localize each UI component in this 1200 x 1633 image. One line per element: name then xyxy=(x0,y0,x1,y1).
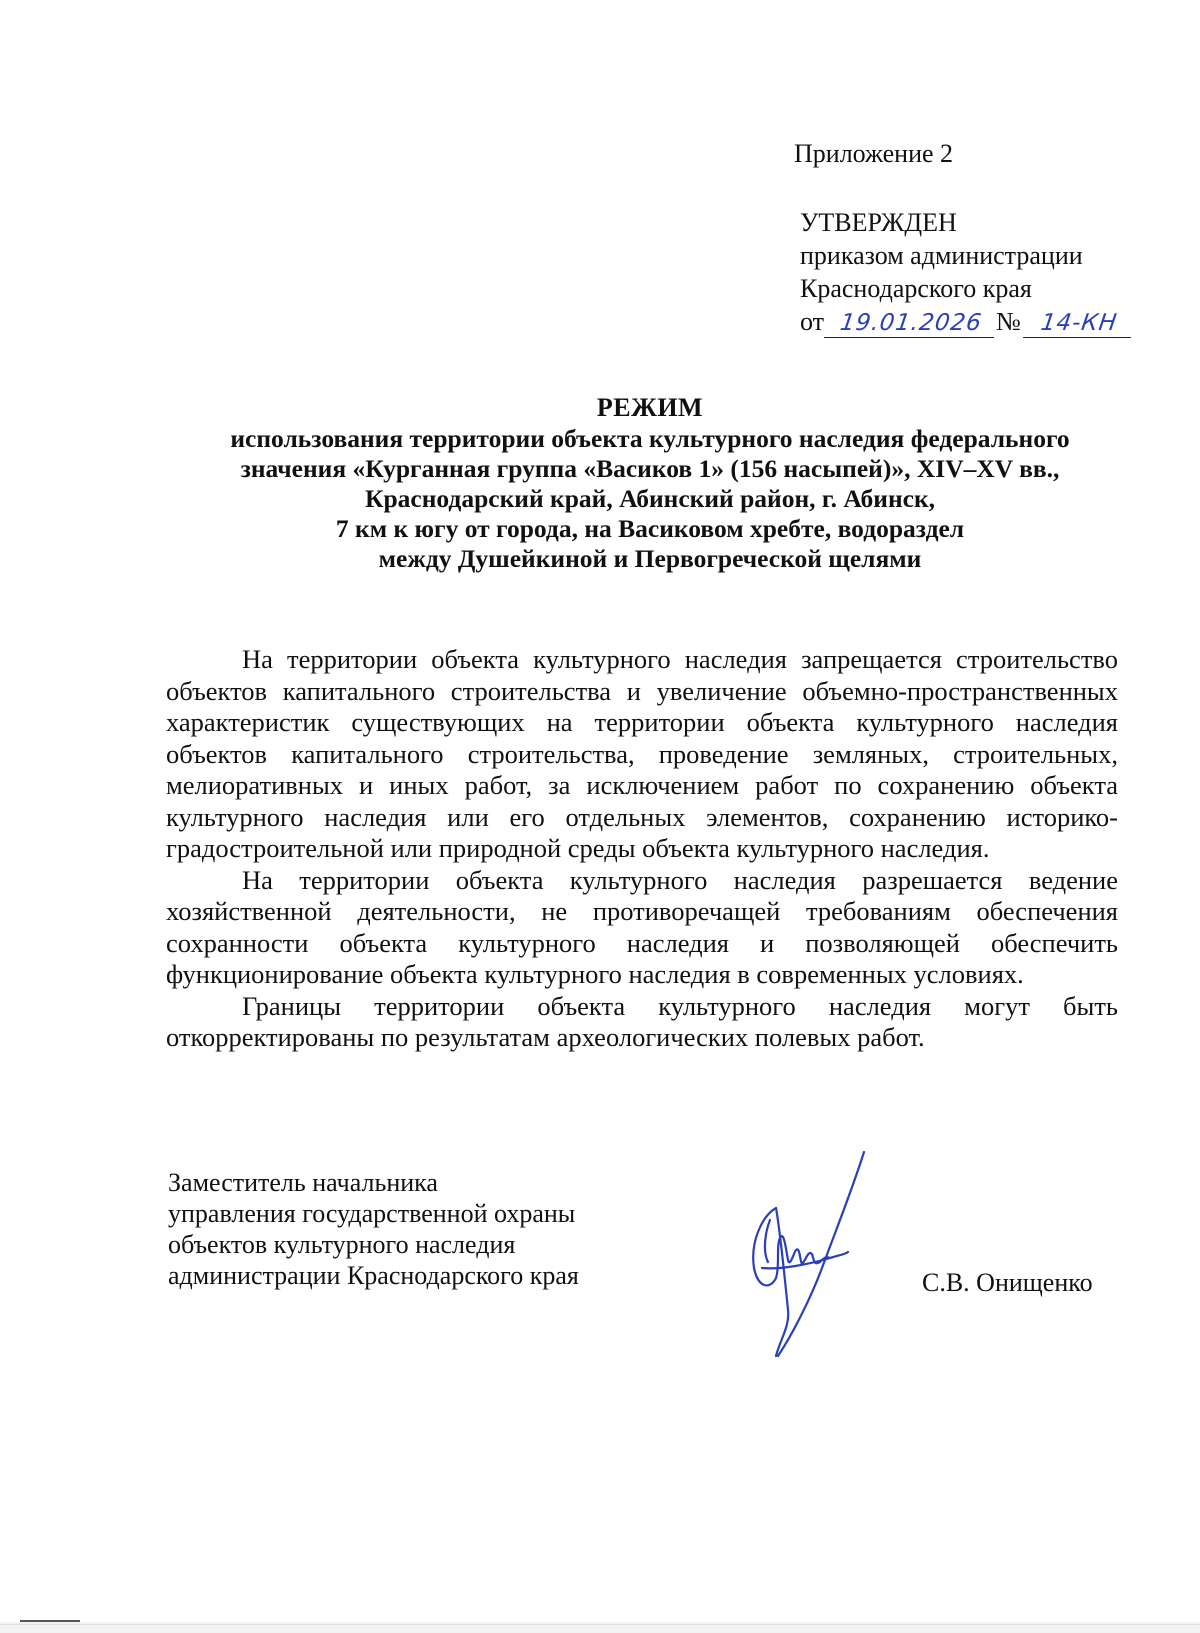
number-sign: № xyxy=(996,307,1021,336)
body-paragraph: На территории объекта культурного наследия запрещается строительство объектов капитального строительства и увеличение объемно-пространственных характеристик существующих на территории объекта культурного наследия объектов капитального строительства, проведение земляных, строительных, мелиоративных и иных работ, за исключением работ по сохранению объекта культурного наследия или его отдельных элементов, сохранению историко-градостроительной или природной среды объекта культурного наследия. xyxy=(166,644,1118,863)
body-paragraph: Границы территории объекта культурного наследия могут быть откорректированы по результатам археологических полевых работ. xyxy=(166,990,1118,1052)
title-line: значения «Курганная группа «Васиков 1» (156 насыпей)», XIV–XV вв., xyxy=(240,454,1060,483)
approved-line-2: Краснодарского края xyxy=(800,274,1032,303)
title-line: использования территории объекта культурного наследия федерального xyxy=(230,424,1070,453)
order-number-handwritten: 14-КН xyxy=(1023,309,1135,338)
handwritten-signature-icon xyxy=(740,1150,890,1360)
title-line: 7 км к югу от города, на Васиковом хребте, водораздел xyxy=(335,514,965,543)
date-prefix: от xyxy=(800,307,825,336)
document-body xyxy=(166,644,1118,1054)
title-main: РЕЖИМ xyxy=(596,393,704,422)
title-line: Краснодарский край, Абинский район, г. Абинск, xyxy=(364,484,936,513)
signer-position-line: Заместитель начальника xyxy=(168,1168,438,1197)
signer-position-line: управления государственной охраны xyxy=(168,1199,576,1228)
title-line: между Душейкиной и Первогреческой щелями xyxy=(378,544,922,573)
order-date-handwritten: 19.01.2026 xyxy=(824,309,998,338)
approved-line-1: приказом администрации xyxy=(800,241,1083,270)
signer-position-line: администрации Краснодарского края xyxy=(168,1261,579,1290)
body-paragraph: На территории объекта культурного наследия разрешается ведение хозяйственной деятельности, не противоречащей требованиям обеспечения сохранности объекта культурного наследия и позволяющей обеспечить функционирование объекта культурного наследия в современных условиях. xyxy=(166,864,1118,989)
scan-edge-decoration xyxy=(0,1620,1200,1633)
signer-position xyxy=(168,1167,579,1291)
order-date-number-line xyxy=(800,305,1133,338)
signer-name: С.В. Онищенко xyxy=(922,1268,1093,1297)
approval-block xyxy=(800,206,1133,338)
document-title xyxy=(160,393,1140,574)
signer-position-line: объектов культурного наследия xyxy=(168,1230,516,1259)
approved-title: УТВЕРЖДЕН xyxy=(800,208,957,237)
appendix-label: Приложение 2 xyxy=(794,139,954,168)
